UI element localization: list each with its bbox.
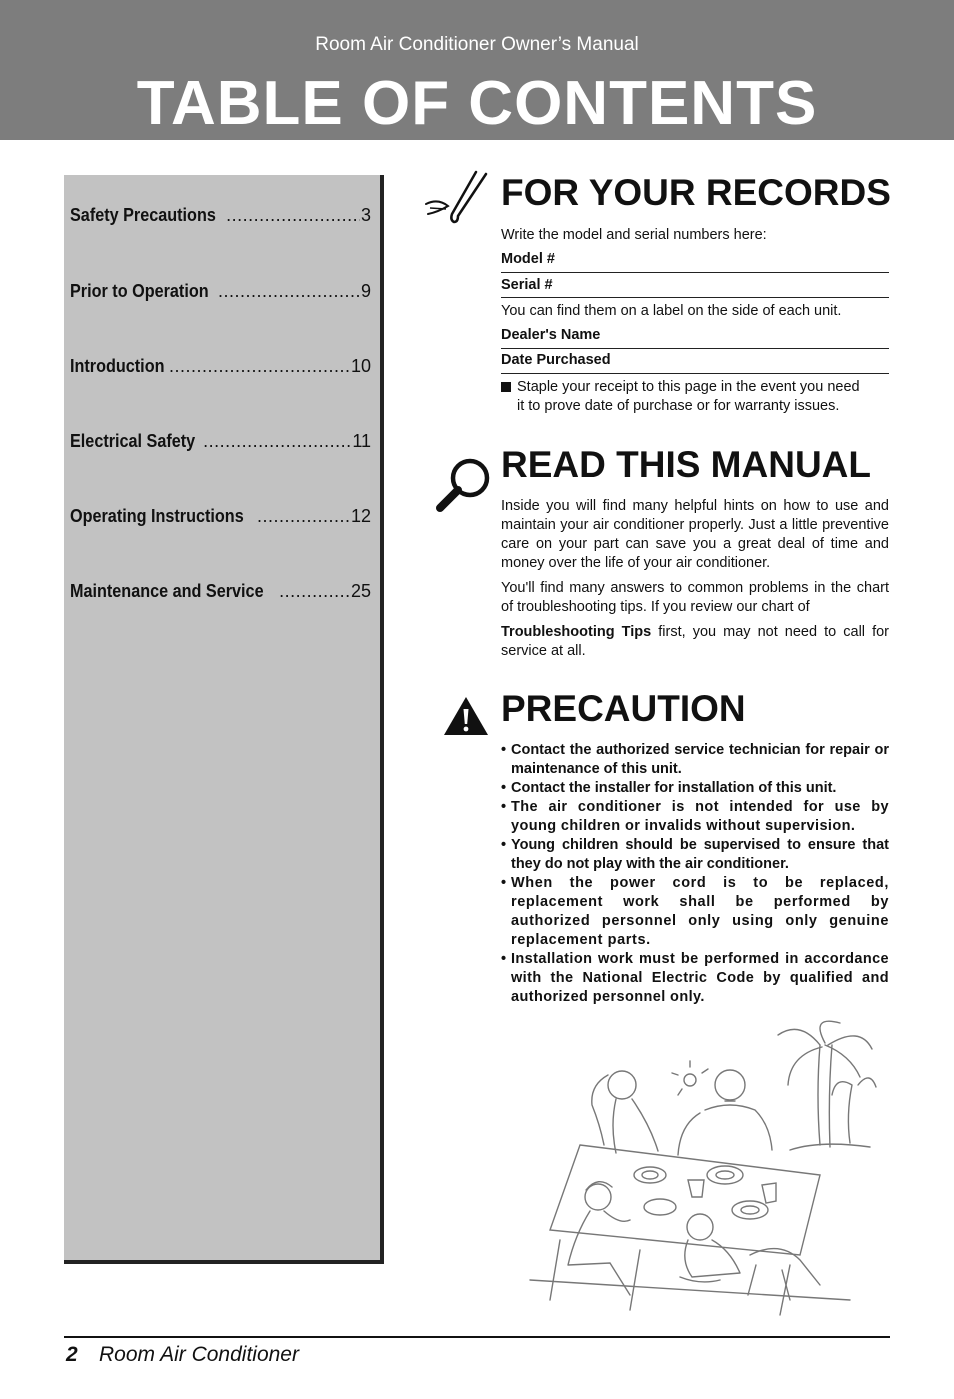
manual-subtitle: Room Air Conditioner Owner’s Manual bbox=[315, 34, 639, 55]
toc-entry-page: 12 bbox=[350, 506, 371, 526]
toc-leader bbox=[226, 205, 360, 226]
precaution-list bbox=[501, 741, 889, 1007]
dealer-name-label: Dealer's Name bbox=[501, 327, 601, 343]
toc-leader bbox=[169, 356, 350, 377]
serial-line bbox=[501, 297, 889, 298]
receipt-line-2: it to prove date of purchase or for warranty issues. bbox=[517, 398, 840, 414]
receipt-line-1: Staple your receipt to this page in the event you need bbox=[517, 379, 860, 395]
precaution-heading: PRECAUTION bbox=[501, 688, 746, 729]
toc-entry-page: 25 bbox=[350, 581, 371, 601]
model-label: Model # bbox=[501, 251, 555, 267]
precaution-item: • Contact the installer for installation of this unit. bbox=[501, 779, 889, 798]
toc-entry-label: Maintenance and Service bbox=[70, 581, 264, 601]
footer-title: Room Air Conditioner bbox=[99, 1343, 299, 1366]
page-number: 2 bbox=[66, 1343, 78, 1366]
toc-leader bbox=[257, 506, 350, 527]
toc-entry-operating-instructions[interactable] bbox=[70, 506, 371, 527]
toc-entry-label: Safety Precautions bbox=[70, 205, 216, 225]
toc-entry-page: 9 bbox=[360, 281, 371, 301]
toc-leader bbox=[218, 281, 360, 302]
magnifier-icon bbox=[434, 456, 494, 516]
toc-entry-label: Introduction bbox=[70, 356, 165, 376]
precaution-item: • When the power cord is to be replaced, replacement work shall be performed by authorized personnel only using only genuine replacement parts. bbox=[501, 874, 889, 950]
toc-entry-label: Operating Instructions bbox=[70, 506, 244, 526]
manual-heading: READ THIS MANUAL bbox=[501, 444, 871, 485]
warning-icon bbox=[442, 695, 490, 737]
manual-paragraph-1: Inside you will find many helpful hints on how to use and maintain your air conditioner properly. Just a little preventive care on your part can save you a great deal of time and money over the life of your air conditioner. bbox=[501, 498, 889, 571]
picnic-illustration bbox=[520, 1015, 880, 1320]
toc-entry-label: Electrical Safety bbox=[70, 431, 196, 451]
toc-entry-prior-to-operation[interactable] bbox=[70, 281, 371, 302]
pen-icon bbox=[424, 168, 494, 224]
date-purchased-label: Date Purchased bbox=[501, 352, 611, 368]
manual-paragraph-3 bbox=[501, 623, 889, 661]
toc-entry-page: 10 bbox=[350, 356, 371, 376]
precaution-item: • Installation work must be performed in accordance with the National Electric Code by qualified and authorized personnel only. bbox=[501, 950, 889, 1007]
square-bullet-icon bbox=[501, 382, 511, 392]
toc-entry-page: 11 bbox=[352, 431, 371, 451]
model-line bbox=[501, 272, 889, 273]
toc-entry-introduction[interactable] bbox=[70, 356, 371, 377]
toc-entry-label: Prior to Operation bbox=[70, 281, 209, 301]
date-purchased-line bbox=[501, 373, 889, 374]
records-heading: FOR YOUR RECORDS bbox=[501, 172, 891, 213]
precaution-item: • Contact the authorized service technician for repair or maintenance of this unit. bbox=[501, 741, 889, 779]
toc-entry-electrical-safety[interactable] bbox=[70, 431, 371, 452]
toc-leader bbox=[279, 581, 350, 602]
manual-paragraph-2: You'll find many answers to common problems in the chart of troubleshooting tips. If you review our chart of bbox=[501, 580, 889, 615]
dealer-name-line bbox=[501, 348, 889, 349]
toc-panel bbox=[64, 175, 384, 1264]
troubleshooting-tips-term: Troubleshooting Tips bbox=[501, 624, 652, 640]
footer-rule bbox=[64, 1336, 890, 1338]
toc-entry-maintenance-and-service[interactable] bbox=[70, 581, 371, 602]
manual-paragraph-3-rest: first, you may not need to call for service at all. bbox=[501, 624, 889, 659]
precaution-item: • Young children should be supervised to ensure that they do not play with the air conditioner. bbox=[501, 836, 889, 874]
receipt-note bbox=[501, 378, 889, 416]
toc-leader bbox=[203, 431, 351, 452]
page-title: TABLE OF CONTENTS bbox=[136, 69, 818, 138]
records-intro: Write the model and serial numbers here: bbox=[501, 227, 767, 243]
precaution-item: • The air conditioner is not intended for use by young children or invalids without supervision. bbox=[501, 798, 889, 836]
serial-label: Serial # bbox=[501, 277, 553, 293]
toc-entry-page: 3 bbox=[360, 205, 371, 225]
toc-entry-safety-precautions[interactable] bbox=[70, 205, 371, 226]
label-note: You can find them on a label on the side of each unit. bbox=[501, 303, 842, 319]
